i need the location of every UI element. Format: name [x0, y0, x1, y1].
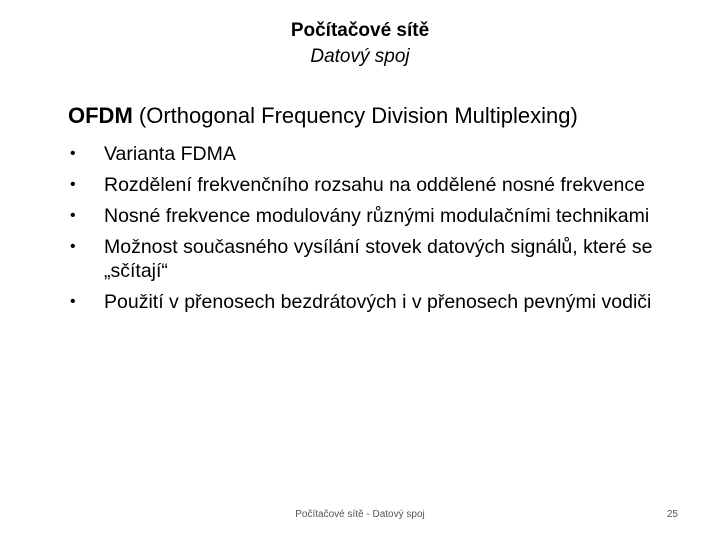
- bullet-text: Nosné frekvence modulovány různými modulačními technikami: [104, 205, 650, 227]
- heading-acronym: OFDM: [68, 103, 133, 128]
- bullet-icon: •: [70, 293, 76, 310]
- bullet-text: Rozdělení frekvenčního rozsahu na oddělené nosné frekvence: [104, 174, 645, 196]
- bullet-item: [0, 142, 664, 166]
- bullet-item: [0, 204, 664, 228]
- bullet-text: Použití v přenosech bezdrátových i v přenosech pevnými vodiči: [104, 291, 652, 313]
- bullet-icon: •: [70, 207, 76, 224]
- heading-expansion: (Orthogonal Frequency Division Multiplexing): [132, 103, 578, 128]
- bullet-icon: •: [70, 238, 76, 255]
- bullet-item: [0, 235, 664, 283]
- bullet-list: [0, 142, 664, 321]
- bullet-item: [0, 173, 664, 197]
- bullet-text: Varianta FDMA: [104, 143, 236, 165]
- slide-title: Počítačové sítě: [290, 20, 430, 41]
- slide-subtitle: Datový spoj: [310, 45, 410, 67]
- footer-text: Počítačové sítě - Datový spoj: [295, 509, 425, 520]
- content-heading: [68, 103, 578, 129]
- bullet-item: [0, 290, 664, 314]
- bullet-icon: •: [70, 176, 76, 193]
- bullet-icon: •: [70, 145, 76, 162]
- bullet-text: Možnost současného vysílání stovek datových signálů, které se „sčítají“: [104, 236, 653, 282]
- slide-header: [0, 18, 720, 69]
- page-number: 25: [666, 509, 678, 520]
